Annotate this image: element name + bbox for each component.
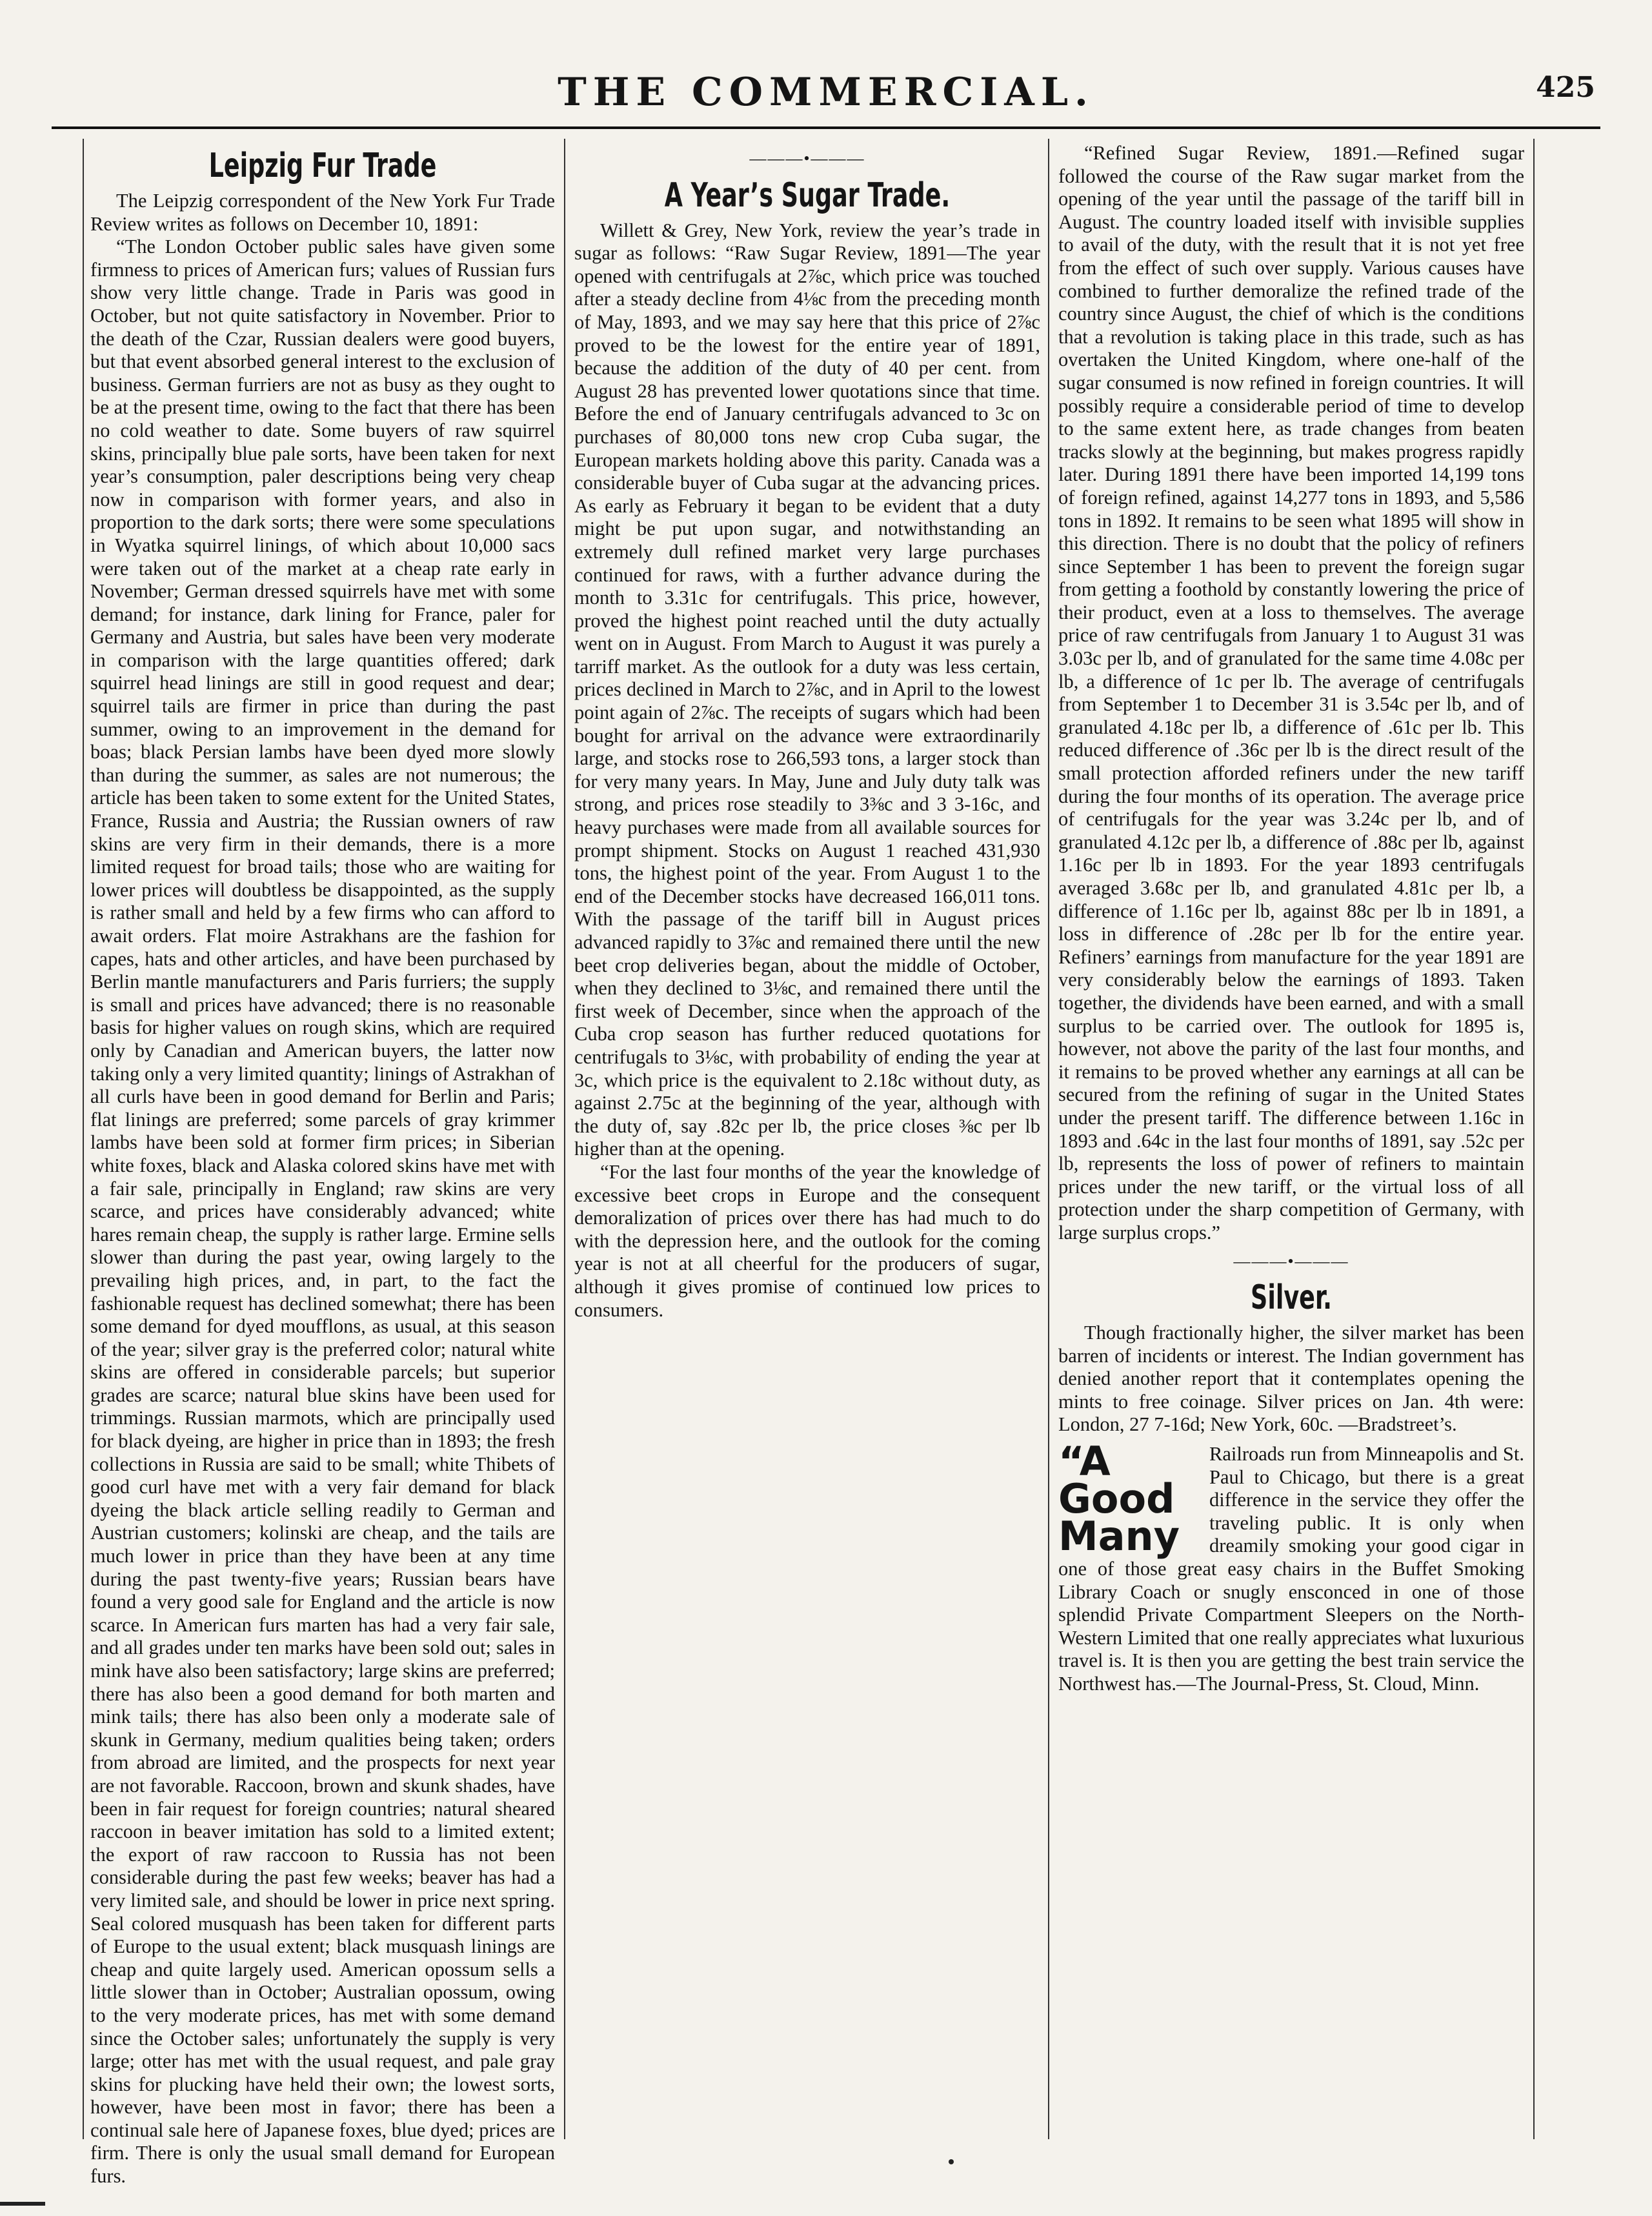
- sugar-paragraph-1: Willett & Grey, New York, review the year’s trade in sugar as follows: “Raw Sugar Review, 1891—The year opened with centrifugals at 2⅞c, which price was touched after a steady decline from 4⅛c from the preceding month of May, 1893, and we may say here that this price of 2⅞c proved to be the lowest for the entire year of 1891, because the addition of the duty of 40 per cent. from August 28 has prevented lower quotations since that time. Before the end of January centrifugals advanced to 3c on purchases of 80,000 tons new crop Cuba sugar, the European markets holding above this parity. Canada was a considerable buyer of Cuba sugar at the advancing prices. As early as February it began to be evident that a duty might be put upon sugar, and notwithstanding an extremely dull refined market very large purchases continued for raws, with a further advance during the month to 3.31c for centrifugals. This price, however, proved the highest point reached until the duty actually went on in August. From March to August it was purely a tarriff market. As the outlook for a duty was less certain, prices declined in March to 2⅞c, and in April to the lowest point again of 2⅞c. The receipts of sugars which had been bought for arrival on the advance were extraordinarily large, and stocks rose to 266,593 tons, a larger stock than for very many years. In May, June and July duty talk was strong, and prices rose steadily to 3⅜c and 3 3-16c, and heavy purchases were made from all available sources for prompt shipment. Stocks on August 1 reached 431,930 tons, the highest point of the year. From August 1 to the end of the December stocks have decreased 166,011 tons. With the passage of the tariff bill in August prices advanced rapidly to 3⅞c and remained there until the new beet crop deliveries began, about the middle of October, when they declined to 3⅛c, and remained there until the first week of December, since when the approach of the Cuba crop season has further reduced quotations for centrifugals to 3⅛c, with probability of ending the year at 3c, which price is the equivalent to 2.18c without duty, as against 2.75c at the beginning of the year, although with the duty of, say .82c per lb, the price closes ⅜c per lb higher than at the opening.: [574, 219, 1040, 1160]
- column-2: [574, 142, 1040, 2130]
- masthead: [0, 0, 1652, 129]
- column-rule-2: [1048, 139, 1049, 2139]
- header-rule: [52, 126, 1600, 129]
- sugar-trade-heading: A Year’s Sugar Trade.: [664, 176, 951, 215]
- column-rule-1: [564, 139, 565, 2139]
- separator: ———•———: [1233, 1251, 1349, 1271]
- column-3: [1058, 142, 1524, 2130]
- fur-trade-heading: Leipzig Fur Trade: [208, 146, 437, 185]
- separator: ———•———: [749, 149, 865, 168]
- column-rule-left: [83, 139, 84, 2139]
- page-corner-mark: [0, 2202, 45, 2206]
- fur-intro-paragraph: The Leipzig correspondent of the New York Fur Trade Review writes as follows on December 10, 1891:: [90, 190, 555, 235]
- sugar-paragraph-3: “Refined Sugar Review, 1891.—Refined sugar followed the course of the Raw sugar market from the opening of the year until the passage of the tariff bill in August. The country loaded itself with invisible supplies to avail of the duty, with the result that it is not yet free from the effect of such over supply. Various causes have combined to further demoralize the refined trade of the country since August, the chief of which is the conditions that a revolution is taking place in this trade, such as has overtaken the United Kingdom, where one-half of the sugar consumed is now refined in foreign countries. It will possibly require a considerable period of time to develop to the same extent here, as trade changes from beaten tracks slowly at the beginning, but makes progress rapidly later. During 1891 there have been imported 14,199 tons of foreign refined, against 14,277 tons in 1893, and 5,586 tons in 1892. It remains to be seen what 1895 will show in this direction. There is no doubt that the policy of refiners since September 1 has been to prevent the foreign sugar from getting a foothold by constantly lowering the price of their product, even at a loss to themselves. The average price of raw centrifugals from January 1 to August 31 was 3.03c per lb, and of granulated for the same time 4.08c per lb, a difference of 1c per lb. The average of centrifugals from September 1 to December 31 is 3.54c per lb, and of granulated 4.18c per lb, a difference of .61c per lb. This reduced difference of .36c per lb is the direct result of the small protection afforded refiners under the new tariff during the four months of its operation. The average price of centrifugals for the year was 3.24c per lb, and of granulated 4.12c per lb, a difference of .88c per lb, against 1.16c per lb in 1893. For the year 1893 centrifugals averaged 3.68c per lb, and granulated 4.81c per lb, a difference of 1.16c per lb, against 88c per lb in 1891, a loss in difference of .28c per lb for the entire year. Refiners’ earnings from manufacture for the year 1891 are very considerably below the earnings of 1893. Taken together, the dividends have been earned, and with a small surplus to be carried over. The outlook for 1895 is, however, not above the parity of the last four months, and it remains to be proved whether any earnings at all can be secured from the refining of sugar in the United States under the present tariff. The difference between 1.16c in 1893 and .64c in the last four months of 1891, say .52c per lb, represents the loss of power of refiners to maintain prices under the new tariff, or the virtual loss of all protection under the sharp competition of Germany, with large surplus crops.”: [1058, 142, 1524, 1244]
- sugar-paragraph-2: “For the last four months of the year the knowledge of excessive beet crops in Europe and the consequent demoralization of prices over there has had much to do with the depression here, and the outlook for the coming year is not at all cheerful for the producers of sugar, although it gives promise of continued low prices to consumers.: [574, 1160, 1040, 1321]
- column-1: [90, 142, 555, 2188]
- silver-paragraph: Though fractionally higher, the silver market has been barren of incidents or interest. The Indian government has denied another report that it contemplates opening the mints to free coinage. Silver prices on Jan. 4th were: London, 27 7-16d; New York, 60c. —Bradstreet’s.: [1058, 1322, 1524, 1436]
- decorative-dot: [949, 2159, 954, 2164]
- ad-body: Railroads run from Minneapolis and St. Paul to Chicago, but there is a great difference in the service they offer the traveling public. It is only when dreamily smoking your good cigar in one of those great easy chairs in the Buffet Smoking Library Coach or snugly ensconced in one of those splendid Private Compartment Sleepers on the North-Western Limited that one really appreciates what luxurious travel is. It is then you are getting the best train service the Northwest has.—The Journal-Press, St. Cloud, Minn.: [1058, 1443, 1524, 1695]
- silver-heading: Silver.: [1251, 1278, 1332, 1318]
- ad-headline: “A Good Many: [1058, 1438, 1180, 1560]
- fur-body-paragraph: “The London October public sales have given some firmness to prices of American furs; values of Russian furs show very little change. Trade in Paris was good in October, but not quite satisfactory in November. Prior to the death of the Czar, Russian dealers were good buyers, but that event absorbed general interest to the exclusion of business. German furriers are not as busy as they ought to be at the present time, owing to the fact that there has been no cold weather to date. Some buyers of raw squirrel skins, principally blue pale sorts, have been taken for next year’s consumption, paler descriptions being very cheap now in comparison with former years, and also in proportion to the dark sorts; there were some speculations in Wyatka squirrel linings, of which about 10,000 sacs were taken out of the market at a cheap rate early in November; German dressed squirrels have met with some demand; for instance, dark lining for France, paler for Germany and Austria, but sales have been very moderate in comparison with the large quantities offered; dark squirrel head linings are still in good request and dear; squirrel tails are firmer in price than during the past summer, owing to an improvement in the demand for boas; black Persian lambs have been dyed more slowly than during the summer, as sales are not numerous; the article has been taken to some extent for the United States, France, Russia and Austria; the Russian owners of raw skins are very firm in their demands, there is a more limited request for broad tails; those who are waiting for lower prices will doubtless be disappointed, as the supply is rather small and held by a few firms who can afford to await orders. Flat moire Astrakhans are the fashion for capes, hats and other articles, and have been purchased by Berlin mantle manufacturers and Paris furriers; the supply is small and prices have advanced; there is no reasonable basis for higher values on rough skins, which are required only by Canadian and American buyers, the latter now taking only a very limited quantity; linings of Astrakhan of all curls have been in good demand for Berlin and Paris; flat linings are preferred; some parcels of gray krimmer lambs have been sold at former firm prices; in Siberian white foxes, black and Alaska colored skins have met with a fair sale, principally in England; raw skins are very scarce, and prices have considerably advanced; white hares remain cheap, the supply is rather large. Ermine sells slower than during the past year, owing largely to the prevailing high prices, and, in part, to the fact the fashionable request has declined somewhat; there has been some demand for dyed moufflons, as usual, at this season of the year; silver gray is the preferred color; natural white skins are offered in considerable parcels; but superior grades are scarce; natural blue skins have been used for trimmings. Russian marmots, which are principally used for black dyeing, are higher in price than in 1893; the fresh collections in Russia are said to be small; white Thibets of good curl have met with a very fair demand for black dyeing the black article selling readily to German and Austrian customers; kolinski are cheap, and the tails are much lower in price than they have been at any time during the past twenty-five years; Russian bears have found a very good sale for England and the article is now scarce. In American furs marten has had a very fair sale, and all grades under ten marks have been sold out; sales in mink have also been satisfactory; large skins are preferred; there has also been a good demand for both marten and mink tails; there has also been only a moderate sale of skunk in Germany, medium qualities being taken; orders from abroad are limited, and the prospects for next year are not favorable. Raccoon, brown and skunk shades, have been in fair request for foreign countries; natural sheared raccoon in beaver imitation has sold to a limited extent; the export of raw raccoon to Russia has not been considerable during the past few weeks; beaver has had a very limited sale, and should be lower in price next spring. Seal colored musquash has been taken for different parts of Europe to the usual extent; black musquash linings are cheap and quite largely used. American opossum sells a little slower than in October; Australian opossum, owing to the very moderate prices, has met with some demand since the October sales; unfortunately the supply is very large; otter has met with the usual request, and pale gray skins for plucking have held their own; the lowest sorts, however, have been most in favor; there has been a continual sale here of Japanese foxes, blue dyed; prices are firm. There is only the usual small demand for European furs.: [90, 236, 555, 2188]
- publication-title: THE COMMERCIAL.: [558, 70, 1094, 115]
- column-rule-right: [1533, 139, 1535, 2139]
- page-number: 425: [1536, 71, 1595, 104]
- railroad-advertisement: [1058, 1438, 1524, 1696]
